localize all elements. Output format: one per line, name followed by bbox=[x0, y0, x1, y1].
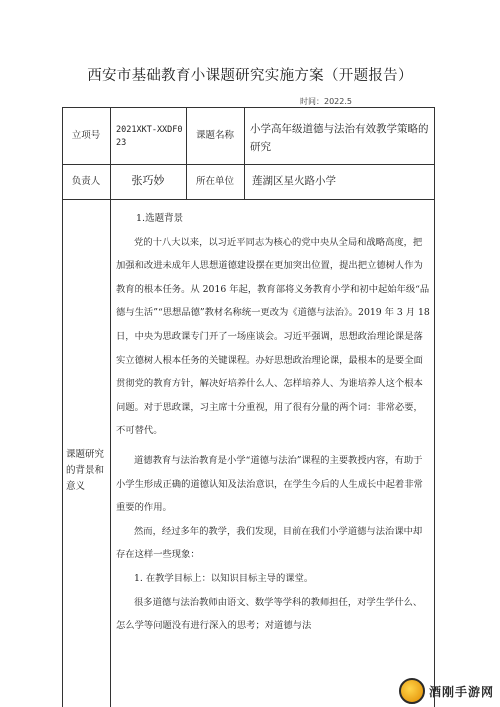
paragraph: 很多道德与法治教师由语文、数学等学科的教师担任，对学生学什么、怎么学等问题没有进行深入的思考；对道德与法 bbox=[116, 596, 423, 632]
paragraph: 道德教育与法治教育是小学“道德与法治”课程的主要教授内容，有助于小学生形成正确的道德认知及法治意识，在学生今后的人生成长中起着非常重要的作用。 bbox=[116, 454, 423, 514]
page-title: 西安市基础教育小课题研究实施方案（开题报告） bbox=[87, 68, 413, 84]
watermark-text: 酒刚手游网 bbox=[428, 684, 494, 699]
date-line: 时间：2022.5 bbox=[300, 97, 352, 106]
unit-value: 莲湖区星火路小学 bbox=[252, 175, 336, 187]
paragraph: 党的十八大以来，以习近平同志为核心的党中央从全局和战略高度，把加强和改进未成年人思想道德建设摆在更加突出位置，提出把立德树人作为教育的根本任务。从 2016 年起，教育部将义务教育小学和初中起始年级“品德与生活”“思想品德”教材名称统一更改为《道德与法治》。2019 年 3 月 18 日，中央为思政课专门开了一场座谈会。习近平强调，思想政治理论课是落实立德树人根本任务的关键课程。办好思想政治理论课，最根本的是要全面贯彻党的教育方针，解决好培养什么人、怎样培养人、为谁培养人这个根本问题。对于思政课，习主席十分重视，用了很有分量的两个词：非常必要，不可替代。 bbox=[116, 236, 430, 437]
paragraph: 1. 在教学目标上：以知识目标主导的课堂。 bbox=[134, 572, 314, 584]
background-label: 课题研究的背景和意义 bbox=[66, 449, 105, 492]
project-number-label: 立项号 bbox=[71, 130, 101, 141]
leader-value: 张巧妙 bbox=[131, 174, 165, 187]
background-content bbox=[116, 207, 430, 638]
unit-label: 所在单位 bbox=[195, 176, 234, 187]
watermark bbox=[399, 678, 494, 704]
watermark-logo-icon bbox=[399, 678, 425, 704]
proposal-table bbox=[62, 107, 435, 707]
leader-label: 负责人 bbox=[71, 176, 101, 187]
project-number-value: 2021XKT-XXDF023 bbox=[116, 125, 183, 148]
project-name-label: 课题名称 bbox=[195, 130, 234, 141]
project-name-value: 小学高年级道德与法治有效教学策略的研究 bbox=[250, 123, 429, 153]
paragraph: 然而，经过多年的教学，我们发现，目前在我们小学道德与法治课中却存在这样一些现象： bbox=[116, 525, 423, 561]
section-heading: 1.选题背景 bbox=[136, 213, 184, 224]
